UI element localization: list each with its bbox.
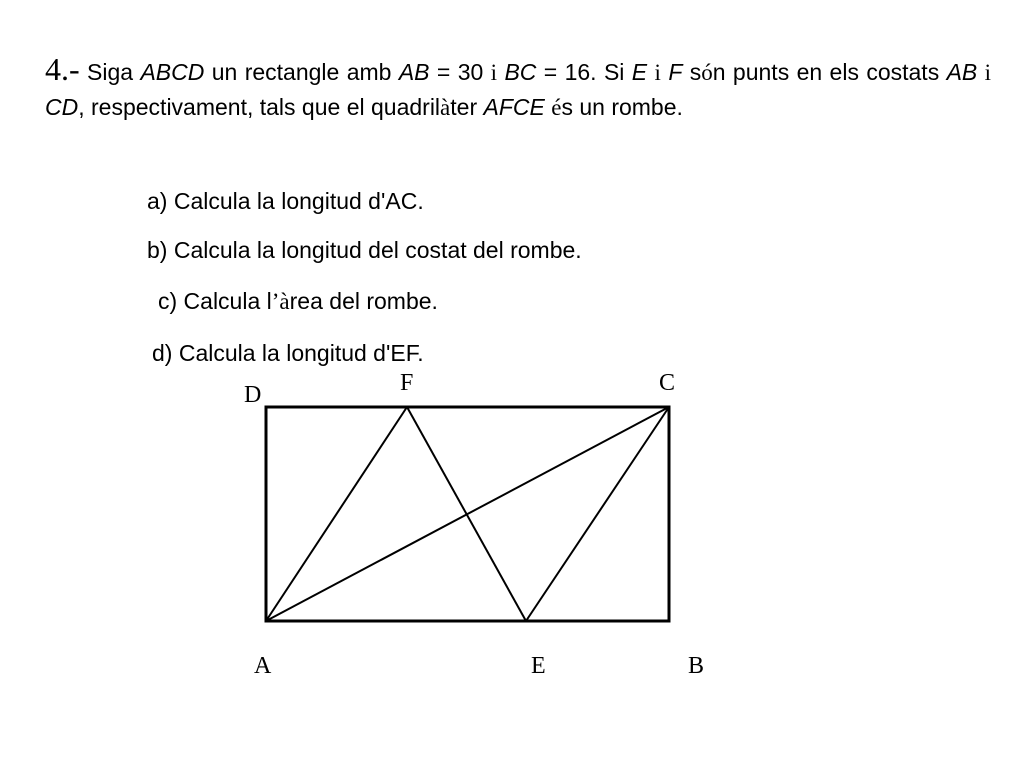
problem-segment: n punts en els costats [712, 59, 947, 85]
problem-segment: = 30 [429, 59, 491, 85]
problem-segment: é [551, 95, 562, 120]
label-c: C [659, 370, 676, 396]
problem-segment: ABCD [140, 59, 205, 85]
problem-segment: AFCE [483, 94, 545, 120]
problem-segment: BC [504, 59, 537, 85]
side-ec [526, 407, 669, 621]
problem-number: 4.- [45, 51, 80, 87]
question-d: d) Calcula la longitud d'EF. [152, 340, 424, 366]
problem-segment: i [654, 60, 661, 85]
problem-segment: un rectangle amb [204, 59, 399, 85]
problem-segment: i [984, 60, 992, 85]
problem-segment: = 16. Si [536, 59, 632, 85]
label-f: F [400, 370, 414, 396]
problem-segment: Siga [79, 59, 141, 85]
problem-segment: E [631, 59, 648, 85]
question-c-prefix: c) Calcula l [158, 288, 272, 314]
problem-segment: ó [701, 60, 713, 85]
label-e: E [531, 653, 546, 679]
label-d: D [244, 382, 262, 408]
problem-segment: AB [398, 59, 430, 85]
question-a: a) Calcula la longitud d'AC. [147, 188, 424, 214]
side-af [266, 407, 407, 621]
diagonal-ac [266, 407, 669, 621]
question-c-suffix: rea del rombe. [289, 288, 438, 314]
problem-segment: CD [45, 94, 79, 120]
problem-segment: i [490, 60, 498, 85]
question-c-special-chars: ’à [271, 289, 290, 314]
label-b: B [688, 653, 705, 679]
question-b: b) Calcula la longitud del costat del rombe. [147, 237, 582, 263]
problem-segment: , respectivament, tals que el quadril [78, 94, 441, 120]
problem-segment: s un rombe. [561, 94, 683, 120]
problem-segment: s [682, 59, 702, 85]
problem-segment: ter [450, 94, 484, 120]
problem-segment: F [668, 59, 683, 85]
problem-segment: à [440, 95, 451, 120]
label-a: A [254, 653, 272, 679]
problem-segment: AB [946, 59, 978, 85]
